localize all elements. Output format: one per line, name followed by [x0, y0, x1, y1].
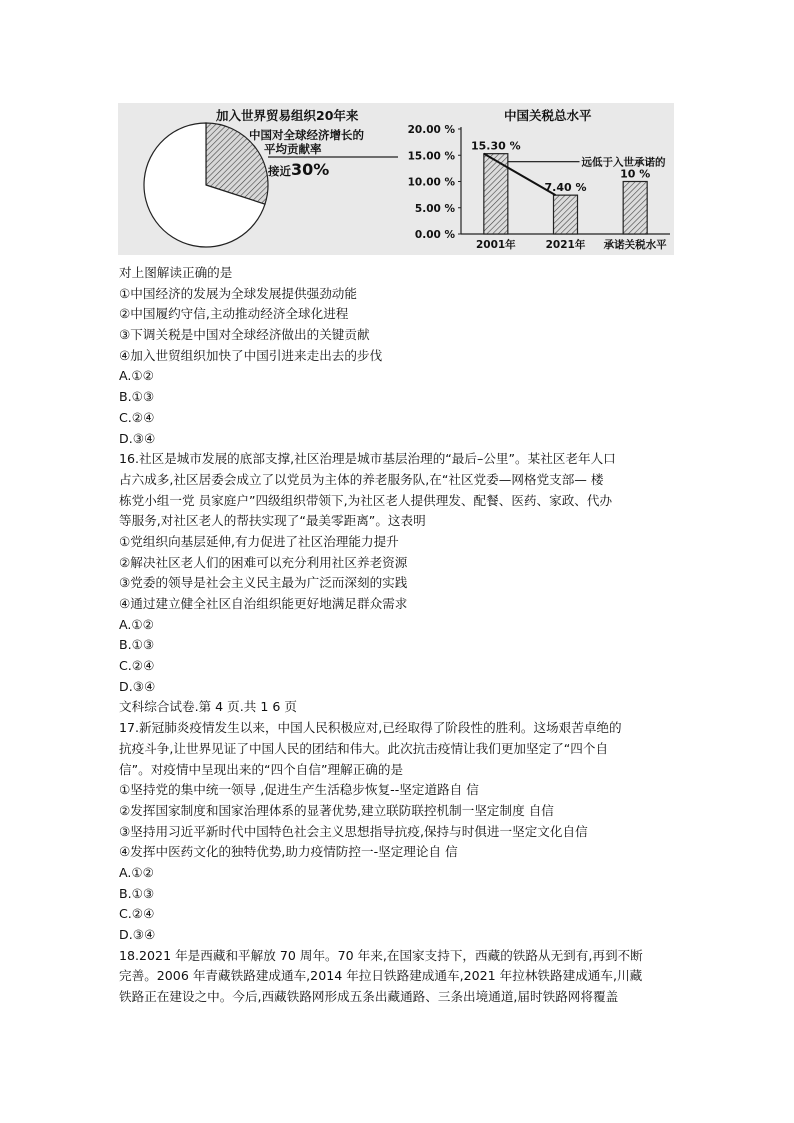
- q17-stem-line: 信”。对疫情中呈现出来的“四个自信”理解正确的是: [119, 761, 404, 777]
- pie-value-number: 30%: [291, 160, 330, 179]
- q17-option-c: C.②④: [119, 906, 155, 922]
- q16-option-a: A.①②: [119, 616, 154, 632]
- q18-stem-line: 18.2021 年是西藏和平解放 70 周年。70 年来,在国家支持下，西藏的铁路从无到有,再到不断: [119, 947, 643, 963]
- q18-stem-line: 完善。2006 年青藏铁路建成通车,2014 年拉日铁路建成通车,2021 年拉林铁路建成通车,川藏: [119, 968, 643, 984]
- q16-option-c: C.②④: [119, 658, 155, 674]
- bar: [554, 195, 578, 234]
- q17-stem-line: 17.新冠肺炎疫情发生以来，中国人民积极应对,已经取得了阶段性的胜利。这场艰苦卓绝的: [119, 720, 622, 736]
- page-footer: 文科综合试卷.第 4 页.共 1 6 页: [119, 699, 297, 715]
- q16-item: ①党组织向基层延伸,有力促进了社区治理能力提升: [119, 533, 399, 549]
- question-block: [119, 263, 643, 1008]
- q16-item: ②解决社区老人们的困难可以充分利用社区养老资源: [119, 554, 408, 570]
- q17-item: ①坚持党的集中统一领导 ,促进生产生活稳步恢复--坚定道路自 信: [119, 782, 479, 798]
- pie-value-prefix: 接近: [268, 164, 291, 178]
- q16-item: ③党委的领导是社会主义民主最为广泛而深刻的实践: [119, 575, 408, 591]
- pie-chart: [118, 103, 408, 255]
- q15-option-b: B.①③: [119, 389, 155, 405]
- chart-figure: [118, 103, 674, 255]
- q15-item: ④加入世贸组织加快了中国引进来走出去的步伐: [119, 347, 383, 363]
- q15-stem: 对上图解读正确的是: [119, 265, 233, 280]
- q15-item: ①中国经济的发展为全球发展提供强劲动能: [119, 285, 357, 301]
- pie-annotation-line-1: 中国对全球经济增长的: [249, 128, 364, 142]
- q15-option-a: A.①②: [119, 368, 154, 384]
- q15-item: ②中国履约守信,主动推动经济全球化进程: [119, 306, 349, 322]
- q17-option-d: D.③④: [119, 927, 156, 942]
- x-category-label: 承诺关税水平: [603, 239, 667, 251]
- bar-chart: [408, 103, 674, 255]
- q17-item: ②发挥国家制度和国家治理体系的显著优势,建立联防联控机制一坚定制度 自信: [119, 802, 554, 818]
- x-category-label: 2021年: [545, 239, 586, 251]
- q17-option-a: A.①②: [119, 864, 154, 880]
- bar-annotation: 远低于入世承诺的: [581, 156, 666, 169]
- bar-data-label: 15.30 %: [471, 139, 521, 153]
- bar-data-label: 7.40 %: [544, 181, 587, 195]
- bar-data-label: 10 %: [620, 167, 651, 181]
- y-tick-label: 5.00 %: [414, 202, 455, 215]
- y-tick-label: 10.00 %: [408, 176, 455, 189]
- q16-stem-line: 栋党小组一党 员家庭户”四级组织带领下,为社区老人提供理发、配餐、医药、家政、代办: [119, 492, 613, 508]
- y-tick-label: 20.00 %: [408, 124, 455, 136]
- q16-stem-line: 16.社区是城市发展的底部支撑,社区治理是城市基层治理的“最后–公里”。某社区老年人口: [119, 451, 616, 467]
- y-tick-label: 15.00 %: [408, 150, 455, 163]
- pie-annotation-value: [268, 160, 330, 179]
- q15-item: ③下调关税是中国对全球经济做出的关键贡献: [119, 327, 370, 343]
- bar: [623, 182, 647, 235]
- q15-option-d: D.③④: [119, 430, 156, 446]
- y-tick-label: 0.00 %: [414, 229, 455, 241]
- x-category-label: 2001年: [475, 239, 516, 251]
- q15-option-c: C.②④: [119, 409, 155, 425]
- bar-title: 中国关税总水平: [504, 108, 592, 123]
- q17-option-b: B.①③: [119, 885, 155, 901]
- pie-annotation-line-2: 平均贡献率: [264, 142, 322, 156]
- q17-stem-line: 抗疫斗争,让世界见证了中国人民的团结和伟大。此次抗击疫情让我们更加坚定了“四个自: [119, 740, 609, 756]
- q17-item: ③坚持用习近平新时代中国特色社会主义思想指导抗疫,保持与时俱进一坚定文化自信: [119, 823, 588, 839]
- q17-item: ④发挥中医药文化的独特优势,助力疫情防控一-坚定理论自 信: [119, 844, 458, 860]
- q16-item: ④通过建立健全社区自治组织能更好地满足群众需求: [119, 596, 408, 611]
- q16-stem-line: 占六成多,社区居委会成立了以党员为主体的养老服务队,在“社区党委—网格党支部— 楼: [119, 471, 604, 487]
- q16-option-d: D.③④: [119, 678, 156, 694]
- q16-stem-line: 等服务,对社区老人的帮扶实现了“最美零距离”。这表明: [119, 513, 426, 529]
- pie-title: 加入世界贸易组织20年来: [216, 108, 359, 123]
- q16-option-b: B.①③: [119, 637, 155, 653]
- q18-stem-line: 铁路正在建设之中。今后,西藏铁路网形成五条出藏通路、三条出境通道,届时铁路网将覆盖: [119, 989, 619, 1005]
